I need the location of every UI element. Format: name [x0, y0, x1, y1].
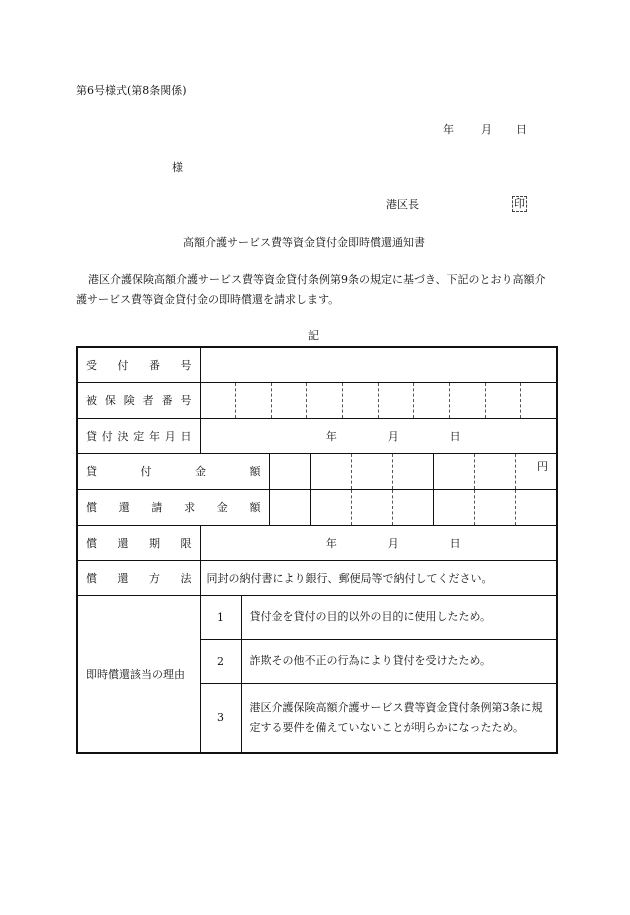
- date-year-label: 年: [443, 123, 454, 136]
- row-repayment-amount: [77, 489, 557, 525]
- loan-date-year: 年: [325, 429, 337, 443]
- deadline-day: 日: [449, 536, 461, 550]
- date-day-label: 日: [516, 123, 527, 136]
- deadline-month: 月: [387, 536, 399, 550]
- repayment-method-text: 同封の納付書により銀行、郵便局等で納付してください。: [200, 560, 557, 595]
- loan-date-day: 日: [449, 429, 461, 443]
- document-title: 高額介護サービス費等資金貸付金即時償還通知書: [183, 236, 425, 249]
- seal-mark: 印: [514, 197, 525, 210]
- reason-text-1: 貸付金を貸付の目的以外の目的に使用したため。: [241, 595, 557, 639]
- notice-table: [76, 346, 558, 754]
- row-loan-decision-date: [77, 418, 557, 453]
- issuer: 港区長: [386, 198, 419, 211]
- reason-row-1: [77, 595, 557, 639]
- body-text: 港区介護保険高額介護サービス費等資金貸付条例第9条の規定に基づき、下記のとおり高額介護サービス費等資金貸付金の即時償還を請求します。: [76, 273, 546, 306]
- loan-amount-label: 貸 付 金 額: [86, 465, 261, 478]
- loan-amount-field[interactable]: [269, 453, 557, 489]
- reason-number-3: 3: [200, 683, 241, 753]
- reason-number-1: 1: [200, 595, 241, 639]
- repayment-deadline-label: 償 還 期 限: [86, 536, 192, 550]
- reason-text-2: 詐欺その他不正の行為により貸付を受けたため。: [241, 639, 557, 683]
- addressee-suffix: 様: [172, 161, 183, 174]
- ki-label: 記: [308, 329, 319, 342]
- repayment-deadline-field[interactable]: [200, 525, 557, 560]
- receipt-number-field[interactable]: [200, 347, 557, 382]
- form-number: 第6号様式(第8条関係): [76, 84, 187, 97]
- insured-number-label: 被 保 険 者 番 号: [86, 394, 192, 407]
- repayment-method-label: 償 還 方 法: [86, 571, 192, 585]
- repayment-amount-field[interactable]: [269, 489, 557, 525]
- row-receipt-number: [77, 347, 557, 382]
- loan-date-month: 月: [387, 429, 399, 443]
- loan-decision-date-label: 貸 付 決 定 年 月 日: [86, 429, 192, 443]
- reason-label: 即時償還該当の理由: [77, 595, 200, 753]
- date-month-label: 月: [481, 123, 492, 136]
- insured-number-field[interactable]: [200, 382, 557, 418]
- row-repayment-method: [77, 560, 557, 595]
- deadline-year: 年: [325, 536, 337, 550]
- repayment-amount-label: 償 還 請 求 金 額: [86, 501, 261, 514]
- yen-unit: 円: [537, 459, 549, 473]
- row-loan-amount: [77, 453, 557, 489]
- reason-text-3: 港区介護保険高額介護サービス費等資金貸付条例第3条に規定する要件を備えていないことが明らかになったため。: [241, 683, 557, 753]
- reason-number-2: 2: [200, 639, 241, 683]
- row-insured-number: [77, 382, 557, 418]
- row-repayment-deadline: [77, 525, 557, 560]
- receipt-number-label: 受 付 番 号: [86, 358, 192, 372]
- loan-decision-date-field[interactable]: [200, 418, 557, 453]
